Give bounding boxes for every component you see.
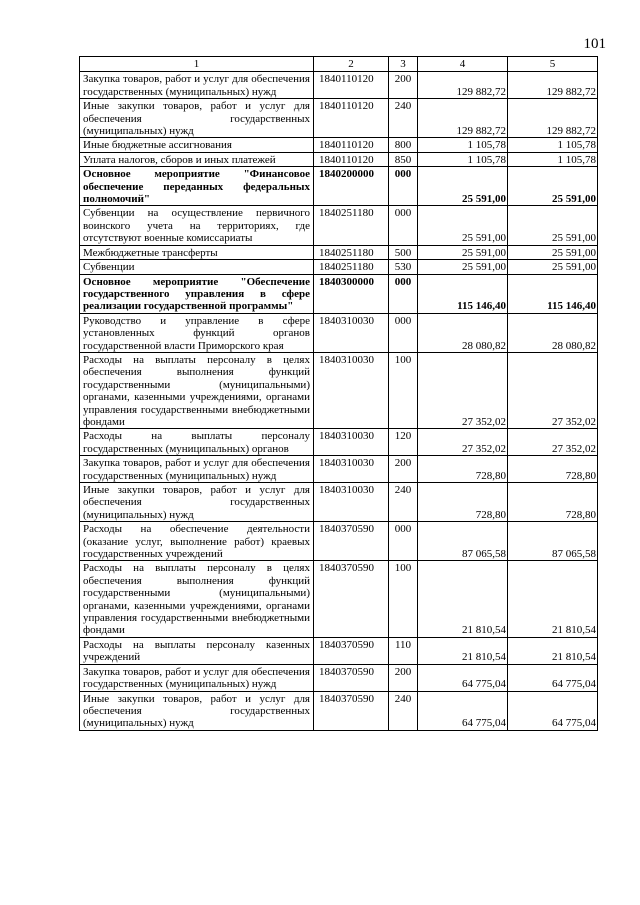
item-name-cell: Основное мероприятие "Обеспечение государственного управления в сфере реализации государственной программы" (80, 274, 314, 313)
expense-type-cell: 200 (389, 456, 418, 483)
table-row (80, 206, 598, 245)
amount-cell-year-1: 28 080,82 (418, 313, 508, 352)
target-code-cell: 1840110120 (314, 152, 389, 166)
amount-cell-year-2: 28 080,82 (508, 313, 598, 352)
amount-cell-year-1: 129 882,72 (418, 99, 508, 138)
target-code-cell: 1840110120 (314, 99, 389, 138)
amount-cell-year-1: 25 591,00 (418, 206, 508, 245)
target-code-cell: 1840251180 (314, 206, 389, 245)
target-code-cell: 1840370590 (314, 561, 389, 637)
amount-cell-year-2: 25 591,00 (508, 167, 598, 206)
amount-cell-year-1: 64 775,04 (418, 664, 508, 691)
amount-cell-year-1: 21 810,54 (418, 637, 508, 664)
table-row (80, 313, 598, 352)
amount-cell-year-2: 27 352,02 (508, 429, 598, 456)
amount-cell-year-2: 129 882,72 (508, 72, 598, 99)
table-row (80, 561, 598, 637)
item-name-cell: Закупка товаров, работ и услуг для обеспечения государственных (муниципальных) нужд (80, 72, 314, 99)
amount-cell-year-2: 728,80 (508, 456, 598, 483)
amount-cell-year-1: 25 591,00 (418, 245, 508, 259)
amount-cell-year-1: 27 352,02 (418, 429, 508, 456)
table-row (80, 429, 598, 456)
target-code-cell: 1840310030 (314, 456, 389, 483)
expense-type-cell: 850 (389, 152, 418, 166)
amount-cell-year-1: 87 065,58 (418, 522, 508, 561)
amount-cell-year-2: 21 810,54 (508, 561, 598, 637)
target-code-cell: 1840200000 (314, 167, 389, 206)
page-number: 101 (583, 36, 606, 52)
amount-cell-year-1: 115 146,40 (418, 274, 508, 313)
target-code-cell: 1840251180 (314, 245, 389, 259)
item-name-cell: Иные бюджетные ассигнования (80, 138, 314, 152)
amount-cell-year-1: 25 591,00 (418, 260, 508, 274)
expense-type-cell: 110 (389, 637, 418, 664)
table-row (80, 260, 598, 274)
expense-type-cell: 240 (389, 99, 418, 138)
amount-cell-year-1: 129 882,72 (418, 72, 508, 99)
table-row (80, 167, 598, 206)
expense-type-cell: 200 (389, 664, 418, 691)
target-code-cell: 1840370590 (314, 691, 389, 730)
table-row (80, 99, 598, 138)
expense-type-cell: 200 (389, 72, 418, 99)
table-row (80, 637, 598, 664)
table-row (80, 274, 598, 313)
amount-cell-year-2: 27 352,02 (508, 352, 598, 428)
item-name-cell: Расходы на выплаты персоналу в целях обеспечения выполнения функций государственными (муниципальными) органами, казенными учреждениями, органами управления государственными внебюджетными фондами (80, 561, 314, 637)
amount-cell-year-1: 27 352,02 (418, 352, 508, 428)
header-cell: 1 (80, 57, 314, 72)
table-header-row (80, 57, 598, 72)
expense-type-cell: 120 (389, 429, 418, 456)
target-code-cell: 1840310030 (314, 313, 389, 352)
item-name-cell: Уплата налогов, сборов и иных платежей (80, 152, 314, 166)
table-row (80, 691, 598, 730)
item-name-cell: Расходы на выплаты персоналу казенных учреждений (80, 637, 314, 664)
expense-type-cell: 100 (389, 352, 418, 428)
amount-cell-year-1: 728,80 (418, 483, 508, 522)
target-code-cell: 1840110120 (314, 138, 389, 152)
item-name-cell: Расходы на выплаты персоналу в целях обеспечения выполнения функций государственными (муниципальными) органами, казенными учреждениями, органами управления государственными внебюджетными фондами (80, 352, 314, 428)
table-row (80, 352, 598, 428)
amount-cell-year-2: 129 882,72 (508, 99, 598, 138)
expense-type-cell: 240 (389, 691, 418, 730)
amount-cell-year-2: 25 591,00 (508, 260, 598, 274)
expense-type-cell: 000 (389, 206, 418, 245)
header-cell: 5 (508, 57, 598, 72)
header-cell: 3 (389, 57, 418, 72)
expense-type-cell: 000 (389, 313, 418, 352)
amount-cell-year-2: 728,80 (508, 483, 598, 522)
amount-cell-year-2: 1 105,78 (508, 138, 598, 152)
table-row (80, 664, 598, 691)
item-name-cell: Расходы на выплаты персоналу государственных (муниципальных) органов (80, 429, 314, 456)
item-name-cell: Руководство и управление в сфере установленных функций органов государственной власти Приморского края (80, 313, 314, 352)
table-row (80, 245, 598, 259)
amount-cell-year-2: 64 775,04 (508, 664, 598, 691)
amount-cell-year-1: 21 810,54 (418, 561, 508, 637)
amount-cell-year-1: 728,80 (418, 456, 508, 483)
item-name-cell: Закупка товаров, работ и услуг для обеспечения государственных (муниципальных) нужд (80, 664, 314, 691)
target-code-cell: 1840251180 (314, 260, 389, 274)
header-cell: 4 (418, 57, 508, 72)
target-code-cell: 1840370590 (314, 637, 389, 664)
amount-cell-year-2: 115 146,40 (508, 274, 598, 313)
table-row (80, 483, 598, 522)
table-row (80, 138, 598, 152)
table-row (80, 72, 598, 99)
amount-cell-year-1: 25 591,00 (418, 167, 508, 206)
target-code-cell: 1840310030 (314, 429, 389, 456)
table-row (80, 522, 598, 561)
header-cell: 2 (314, 57, 389, 72)
item-name-cell: Субвенции (80, 260, 314, 274)
amount-cell-year-2: 87 065,58 (508, 522, 598, 561)
expense-type-cell: 800 (389, 138, 418, 152)
target-code-cell: 1840110120 (314, 72, 389, 99)
item-name-cell: Иные закупки товаров, работ и услуг для обеспечения государственных (муниципальных) нужд (80, 483, 314, 522)
expense-type-cell: 100 (389, 561, 418, 637)
budget-table (79, 56, 598, 731)
amount-cell-year-2: 25 591,00 (508, 245, 598, 259)
amount-cell-year-1: 1 105,78 (418, 152, 508, 166)
expense-type-cell: 530 (389, 260, 418, 274)
item-name-cell: Иные закупки товаров, работ и услуг для обеспечения государственных (муниципальных) нужд (80, 99, 314, 138)
amount-cell-year-2: 21 810,54 (508, 637, 598, 664)
target-code-cell: 1840370590 (314, 522, 389, 561)
target-code-cell: 1840310030 (314, 483, 389, 522)
amount-cell-year-2: 25 591,00 (508, 206, 598, 245)
expense-type-cell: 000 (389, 274, 418, 313)
table-row (80, 152, 598, 166)
expense-type-cell: 000 (389, 522, 418, 561)
item-name-cell: Закупка товаров, работ и услуг для обеспечения государственных (муниципальных) нужд (80, 456, 314, 483)
item-name-cell: Основное мероприятие "Финансовое обеспечение переданных федеральных полномочий" (80, 167, 314, 206)
expense-type-cell: 500 (389, 245, 418, 259)
amount-cell-year-2: 64 775,04 (508, 691, 598, 730)
amount-cell-year-1: 1 105,78 (418, 138, 508, 152)
item-name-cell: Расходы на обеспечение деятельности (оказание услуг, выполнение работ) краевых государственных учреждений (80, 522, 314, 561)
amount-cell-year-1: 64 775,04 (418, 691, 508, 730)
amount-cell-year-2: 1 105,78 (508, 152, 598, 166)
expense-type-cell: 240 (389, 483, 418, 522)
target-code-cell: 1840300000 (314, 274, 389, 313)
table-row (80, 456, 598, 483)
item-name-cell: Межбюджетные трансферты (80, 245, 314, 259)
item-name-cell: Иные закупки товаров, работ и услуг для обеспечения государственных (муниципальных) нужд (80, 691, 314, 730)
target-code-cell: 1840370590 (314, 664, 389, 691)
item-name-cell: Субвенции на осуществление первичного воинского учета на территориях, где отсутствуют военные комиссариаты (80, 206, 314, 245)
expense-type-cell: 000 (389, 167, 418, 206)
target-code-cell: 1840310030 (314, 352, 389, 428)
